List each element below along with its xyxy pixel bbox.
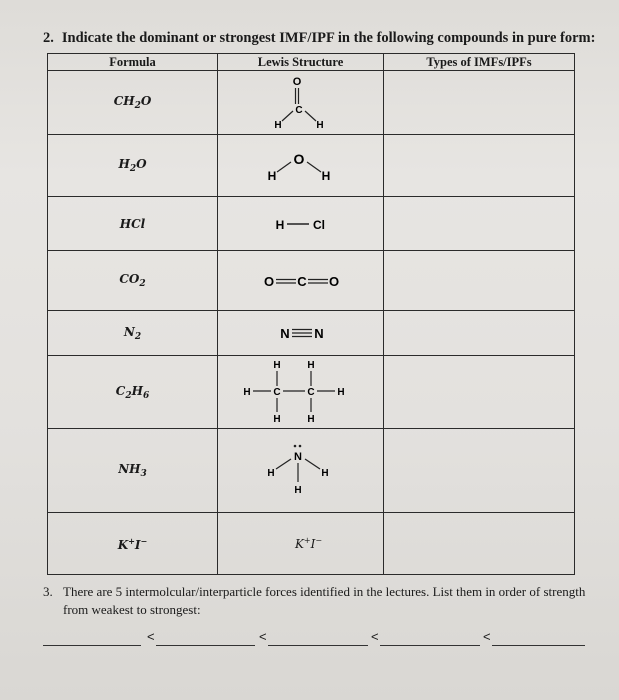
formula-n2: $N_2$ — [48, 311, 218, 356]
atom-o: O — [292, 75, 301, 88]
atom-h: H — [275, 217, 284, 232]
atom-cl: Cl — [312, 217, 325, 232]
lewis-h2o — [218, 135, 384, 197]
question-2-number: 2. — [43, 30, 54, 46]
less-than-sign: < — [483, 629, 491, 644]
imf-answer-cell[interactable] — [384, 429, 575, 513]
atom-o: O — [293, 150, 304, 167]
lewis-n2 — [218, 311, 384, 356]
atom-o: O — [263, 273, 274, 289]
atom-o: O — [328, 273, 339, 289]
lewis-nh3 — [218, 429, 384, 513]
atom-n: N — [279, 326, 290, 341]
header-lewis-structure: Lewis Structure — [218, 54, 384, 71]
ranking-blank-4[interactable] — [380, 645, 480, 646]
atom-n: N — [313, 326, 324, 341]
atom-h: H — [273, 119, 282, 131]
lewis-diagram-h2o — [221, 144, 381, 188]
question-2-text: Indicate the dominant or strongest IMF/IPF in the following compounds in pure form: — [61, 30, 596, 46]
imf-answer-cell[interactable] — [384, 356, 575, 429]
lewis-ch2o — [218, 71, 384, 135]
lewis-c2h6 — [218, 356, 384, 429]
formula-hcl: HCl — [48, 197, 218, 251]
formula-ch2o: $CH_2O$ — [48, 71, 218, 135]
lewis-diagram-n2 — [221, 321, 381, 345]
lewis-diagram-co2 — [221, 269, 381, 293]
question-3-text: There are 5 intermolcular/interparticle forces identified in the lectures. List them in order of strength from weakest to strongest: — [63, 584, 586, 617]
question-2-heading — [43, 30, 595, 47]
formula-co2: $CO_2$ — [48, 251, 218, 311]
table-row — [48, 356, 575, 429]
lewis-co2 — [218, 251, 384, 311]
atom-h: H — [242, 387, 251, 398]
table-row — [48, 135, 575, 197]
header-imf-types: Types of IMFs/IPFs — [384, 54, 575, 71]
ranking-blank-5[interactable] — [492, 645, 585, 646]
lewis-ki: K+I− — [218, 513, 384, 575]
lone-pair-dot — [298, 444, 301, 447]
question-3-number: 3. — [43, 584, 53, 599]
less-than-sign: < — [259, 629, 267, 644]
table-row — [48, 311, 575, 356]
atom-h: H — [267, 168, 276, 183]
ranking-blank-3[interactable] — [268, 645, 368, 646]
ranking-blanks — [43, 629, 585, 649]
imf-answer-cell[interactable] — [384, 311, 575, 356]
ranking-blank-1[interactable] — [43, 645, 141, 646]
table-row — [48, 197, 575, 251]
less-than-sign: < — [147, 629, 155, 644]
lewis-diagram-hcl — [221, 212, 381, 236]
atom-n: N — [293, 450, 302, 463]
imf-answer-cell[interactable] — [384, 135, 575, 197]
atom-c: C — [272, 387, 281, 398]
atom-h: H — [336, 387, 345, 398]
atom-h: H — [293, 484, 302, 496]
header-formula: Formula — [48, 54, 218, 71]
formula-nh3: $NH_3$ — [48, 429, 218, 513]
formula-ki: K+I− — [48, 513, 218, 575]
lewis-diagram-ch2o — [221, 73, 381, 133]
atom-h: H — [272, 360, 281, 371]
lewis-hcl — [218, 197, 384, 251]
lone-pair-dot — [293, 444, 296, 447]
imf-answer-cell[interactable] — [384, 251, 575, 311]
lewis-diagram-c2h6 — [221, 357, 381, 427]
table-row — [48, 251, 575, 311]
table-row — [48, 429, 575, 513]
atom-h: H — [315, 119, 324, 131]
table-header-row — [48, 54, 575, 71]
imf-answer-cell[interactable] — [384, 513, 575, 575]
atom-h: H — [266, 467, 275, 479]
question-3 — [43, 583, 588, 619]
atom-h: H — [306, 414, 315, 425]
atom-h: H — [320, 467, 329, 479]
less-than-sign: < — [371, 629, 379, 644]
imf-answer-cell[interactable] — [384, 71, 575, 135]
atom-h: H — [306, 360, 315, 371]
imf-table — [47, 53, 575, 575]
ranking-blank-2[interactable] — [156, 645, 255, 646]
table-row — [48, 513, 575, 575]
formula-c2h6: $C_2H_6$ — [48, 356, 218, 429]
atom-h: H — [321, 168, 330, 183]
table-row — [48, 71, 575, 135]
formula-h2o: $H_2O$ — [48, 135, 218, 197]
imf-answer-cell[interactable] — [384, 197, 575, 251]
atom-c: C — [296, 273, 307, 289]
atom-c: C — [294, 104, 303, 116]
atom-c: C — [306, 387, 315, 398]
lewis-diagram-nh3 — [221, 442, 381, 500]
atom-h: H — [272, 414, 281, 425]
